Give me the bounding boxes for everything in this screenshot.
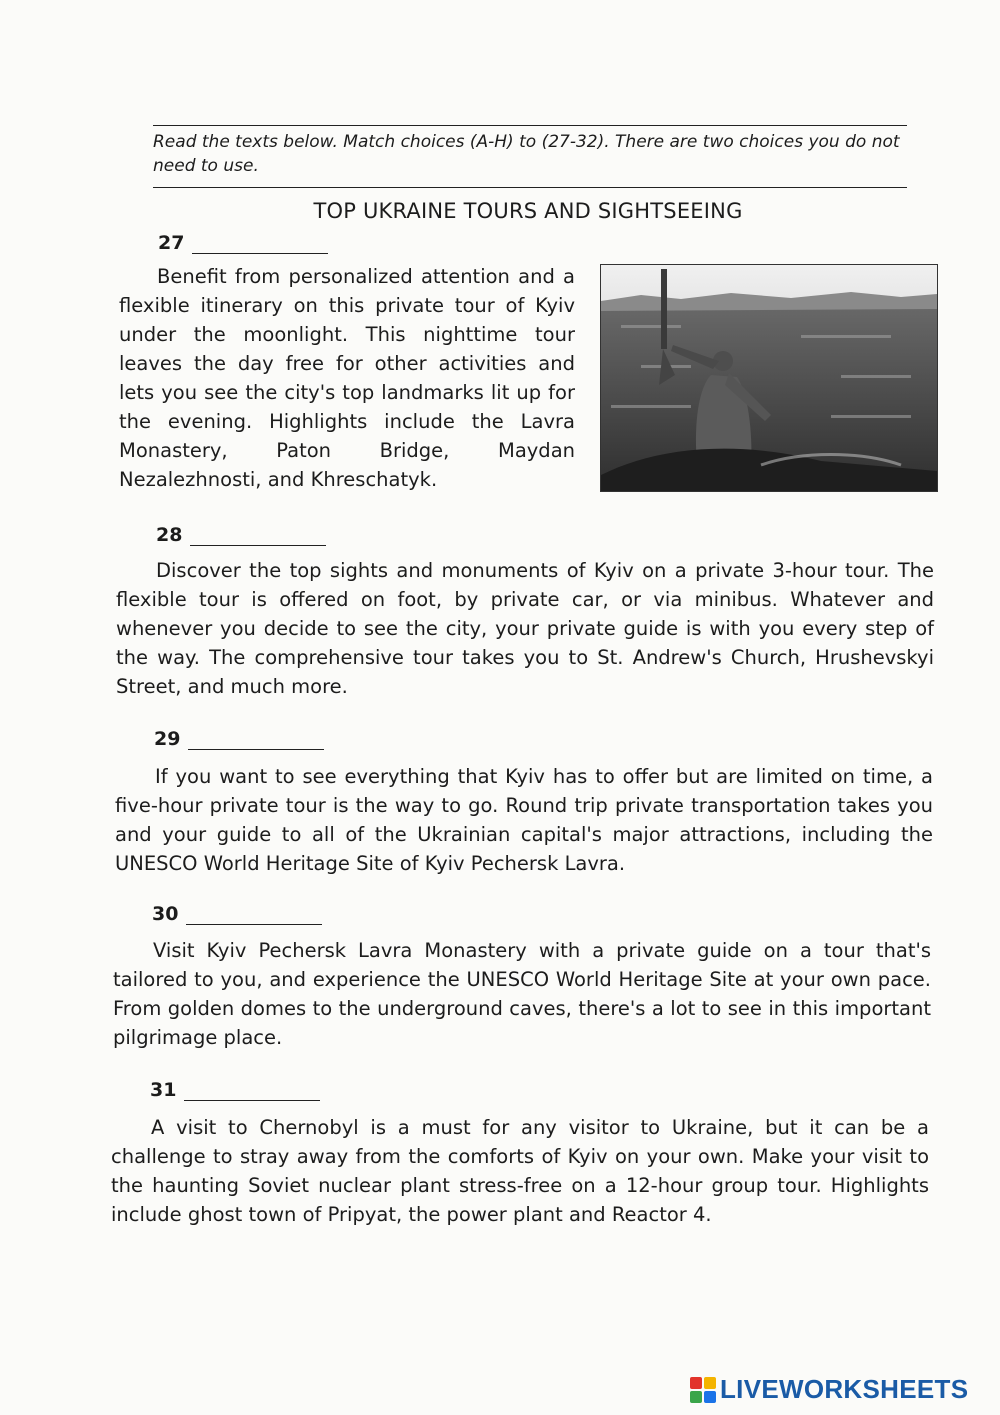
item-number: 30: [152, 903, 179, 925]
logo-square-green: [690, 1391, 702, 1403]
answer-blank-27[interactable]: [192, 239, 328, 254]
logo-square-yellow: [704, 1377, 716, 1389]
answer-30: [152, 903, 322, 925]
item-text-29: If you want to see everything that Kyiv has to offer but are limited on time, a five-hour private tour is the way to go. Round trip private transportation takes you and your guide to all of the Ukrainian capital's major attractions, including the UNESCO World Heritage Site of Kyiv Pechersk Lavra.: [115, 765, 933, 875]
answer-27: [158, 232, 328, 254]
liveworksheets-logo[interactable]: [690, 1374, 968, 1405]
logo-square-blue: [704, 1391, 716, 1403]
top-rule: [153, 125, 907, 126]
liveworksheets-logo-icon: [690, 1377, 716, 1403]
item-text-30: Visit Kyiv Pechersk Lavra Monastery with a private guide on a tour that's tailored to you, and experience the UNESCO World Heritage Site at your own pace. From golden domes to the underground caves, there's a lot to see in this important pilgrimage place.: [113, 939, 931, 1049]
item-number: 28: [156, 524, 183, 546]
item-number: 29: [154, 728, 181, 750]
answer-28: [156, 524, 326, 546]
logo-text: LIVEWORKSHEETS: [720, 1374, 969, 1404]
logo-square-red: [690, 1377, 702, 1389]
item-text-27: Benefit from personalized attention and a flexible itinerary on this private tour of Kyiv under the moonlight. This nighttime tour leaves the day free for other activities and lets you see the city's top landmarks lit up for the evening. Highlights include the Lavra Monastery, Paton Bridge, Maydan Nezalezhnosti, and Khreschatyk.: [119, 265, 575, 491]
item-number: 27: [158, 232, 185, 254]
answer-blank-31[interactable]: [184, 1086, 320, 1101]
item-text-31: A visit to Chernobyl is a must for any visitor to Ukraine, but it can be a challenge to stray away from the comforts of Kyiv on your own. Make your visit to the haunting Soviet nuclear plant stress-free on a 12-hour group tour. Highlights include ghost town of Pripyat, the power plant and Reactor 4.: [111, 1116, 929, 1226]
answer-31: [150, 1079, 320, 1101]
item-number: 31: [150, 1079, 177, 1101]
item-text-28: Discover the top sights and monuments of Kyiv on a private 3-hour tour. The flexible tour is offered on foot, by private car, or via minibus. Whatever and whenever you decide to see the city, your private guide is with you every step of the way. The comprehensive tour takes you to St. Andrew's Church, Hrushevskyi Street, and much more.: [116, 559, 934, 698]
monument-photo: [600, 264, 938, 492]
answer-blank-28[interactable]: [190, 531, 326, 546]
instructions: Read the texts below. Match choices (A-H) to (27-32). There are two choices you do not need to use.: [153, 132, 900, 176]
answer-blank-30[interactable]: [186, 910, 322, 925]
answer-29: [154, 728, 324, 750]
motherland-monument-image: [601, 265, 937, 491]
page-title: TOP UKRAINE TOURS AND SIGHTSEEING: [313, 199, 743, 223]
answer-blank-29[interactable]: [188, 735, 324, 750]
instructions-rule: [153, 187, 907, 188]
